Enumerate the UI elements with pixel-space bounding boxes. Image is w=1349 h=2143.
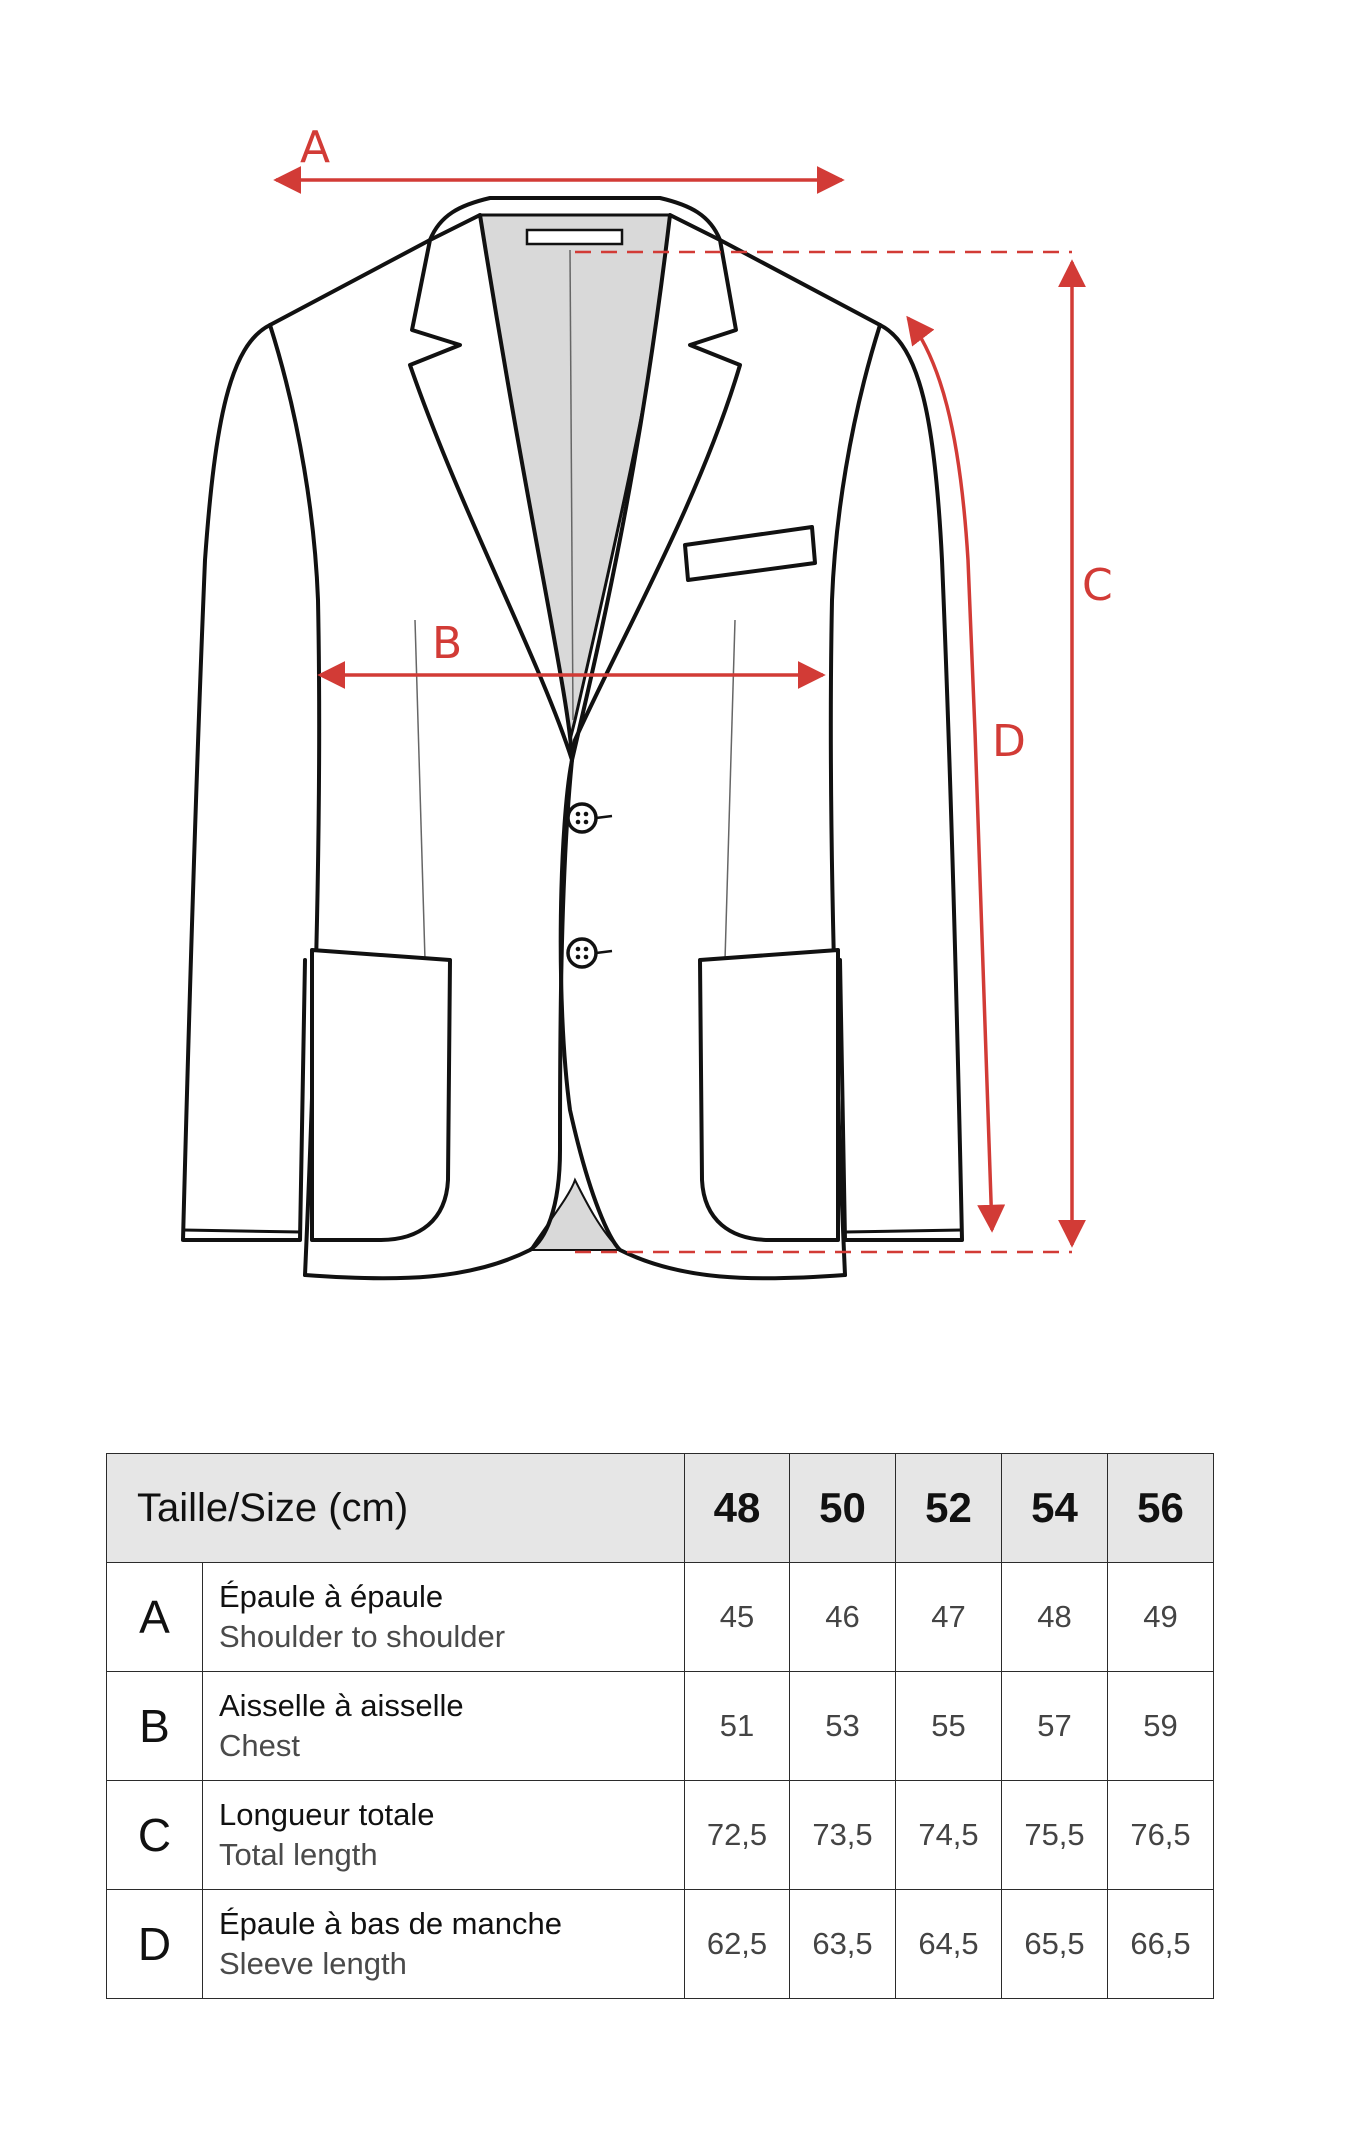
table-row	[107, 1563, 1214, 1672]
measure-label	[203, 1563, 685, 1672]
measure-label-fr: Aisselle à aisselle	[219, 1688, 464, 1723]
label-a: A	[300, 122, 331, 173]
hem-left	[305, 1250, 530, 1278]
measure-value: 51	[685, 1672, 790, 1781]
left-patch-pocket	[312, 950, 450, 1240]
front-edge-right	[561, 760, 620, 1250]
table-row	[107, 1672, 1214, 1781]
button-lower	[568, 939, 612, 967]
measure-value: 65,5	[1002, 1890, 1108, 1999]
measure-value: 62,5	[685, 1890, 790, 1999]
table-row	[107, 1890, 1214, 1999]
measure-code: D	[107, 1890, 203, 1999]
size-header: 52	[896, 1454, 1002, 1563]
measure-value: 46	[790, 1563, 896, 1672]
measure-label-en: Shoulder to shoulder	[219, 1619, 506, 1654]
measure-value: 73,5	[790, 1781, 896, 1890]
measure-value: 53	[790, 1672, 896, 1781]
table-title: Taille/Size (cm)	[107, 1454, 685, 1563]
front-edge-left	[530, 760, 572, 1250]
measure-value: 47	[896, 1563, 1002, 1672]
breast-pocket	[685, 527, 815, 580]
right-patch-pocket	[700, 950, 838, 1240]
size-header: 50	[790, 1454, 896, 1563]
size-header: 48	[685, 1454, 790, 1563]
left-cuff	[183, 1230, 300, 1232]
hem-right	[620, 1250, 845, 1278]
measure-label-fr: Longueur totale	[219, 1797, 435, 1832]
table-row	[107, 1781, 1214, 1890]
measure-label-en: Total length	[219, 1837, 378, 1872]
measure-code: B	[107, 1672, 203, 1781]
measure-value: 57	[1002, 1672, 1108, 1781]
measure-value: 59	[1108, 1672, 1214, 1781]
measure-label-en: Chest	[219, 1728, 300, 1763]
measure-value: 49	[1108, 1563, 1214, 1672]
measure-value: 66,5	[1108, 1890, 1214, 1999]
measure-label	[203, 1672, 685, 1781]
size-header: 54	[1002, 1454, 1108, 1563]
measure-label-fr: Épaule à épaule	[219, 1579, 444, 1614]
measure-value: 72,5	[685, 1781, 790, 1890]
collar-label	[527, 230, 622, 244]
measure-label	[203, 1781, 685, 1890]
label-b: B	[432, 618, 463, 669]
left-sleeve	[183, 325, 305, 1240]
measure-code: C	[107, 1781, 203, 1890]
measure-value: 48	[1002, 1563, 1108, 1672]
measure-value: 75,5	[1002, 1781, 1108, 1890]
lining-hem	[530, 1180, 620, 1250]
measure-label	[203, 1890, 685, 1999]
left-shoulder	[270, 240, 430, 325]
measure-code: A	[107, 1563, 203, 1672]
right-dart	[725, 620, 735, 960]
right-cuff	[845, 1230, 962, 1232]
measure-value: 55	[896, 1672, 1002, 1781]
measure-value: 74,5	[896, 1781, 1002, 1890]
size-table	[106, 1453, 1214, 1999]
table-header-row	[107, 1454, 1214, 1563]
label-c: C	[1082, 560, 1113, 611]
measure-value: 63,5	[790, 1890, 896, 1999]
size-header: 56	[1108, 1454, 1214, 1563]
button-upper	[568, 804, 612, 832]
measure-value: 45	[685, 1563, 790, 1672]
measure-value: 64,5	[896, 1890, 1002, 1999]
label-d: D	[992, 716, 1026, 767]
measure-value: 76,5	[1108, 1781, 1214, 1890]
measure-label-fr: Épaule à bas de manche	[219, 1906, 562, 1941]
measure-label-en: Sleeve length	[219, 1946, 407, 1981]
left-dart	[415, 620, 425, 960]
right-sleeve	[840, 325, 962, 1240]
